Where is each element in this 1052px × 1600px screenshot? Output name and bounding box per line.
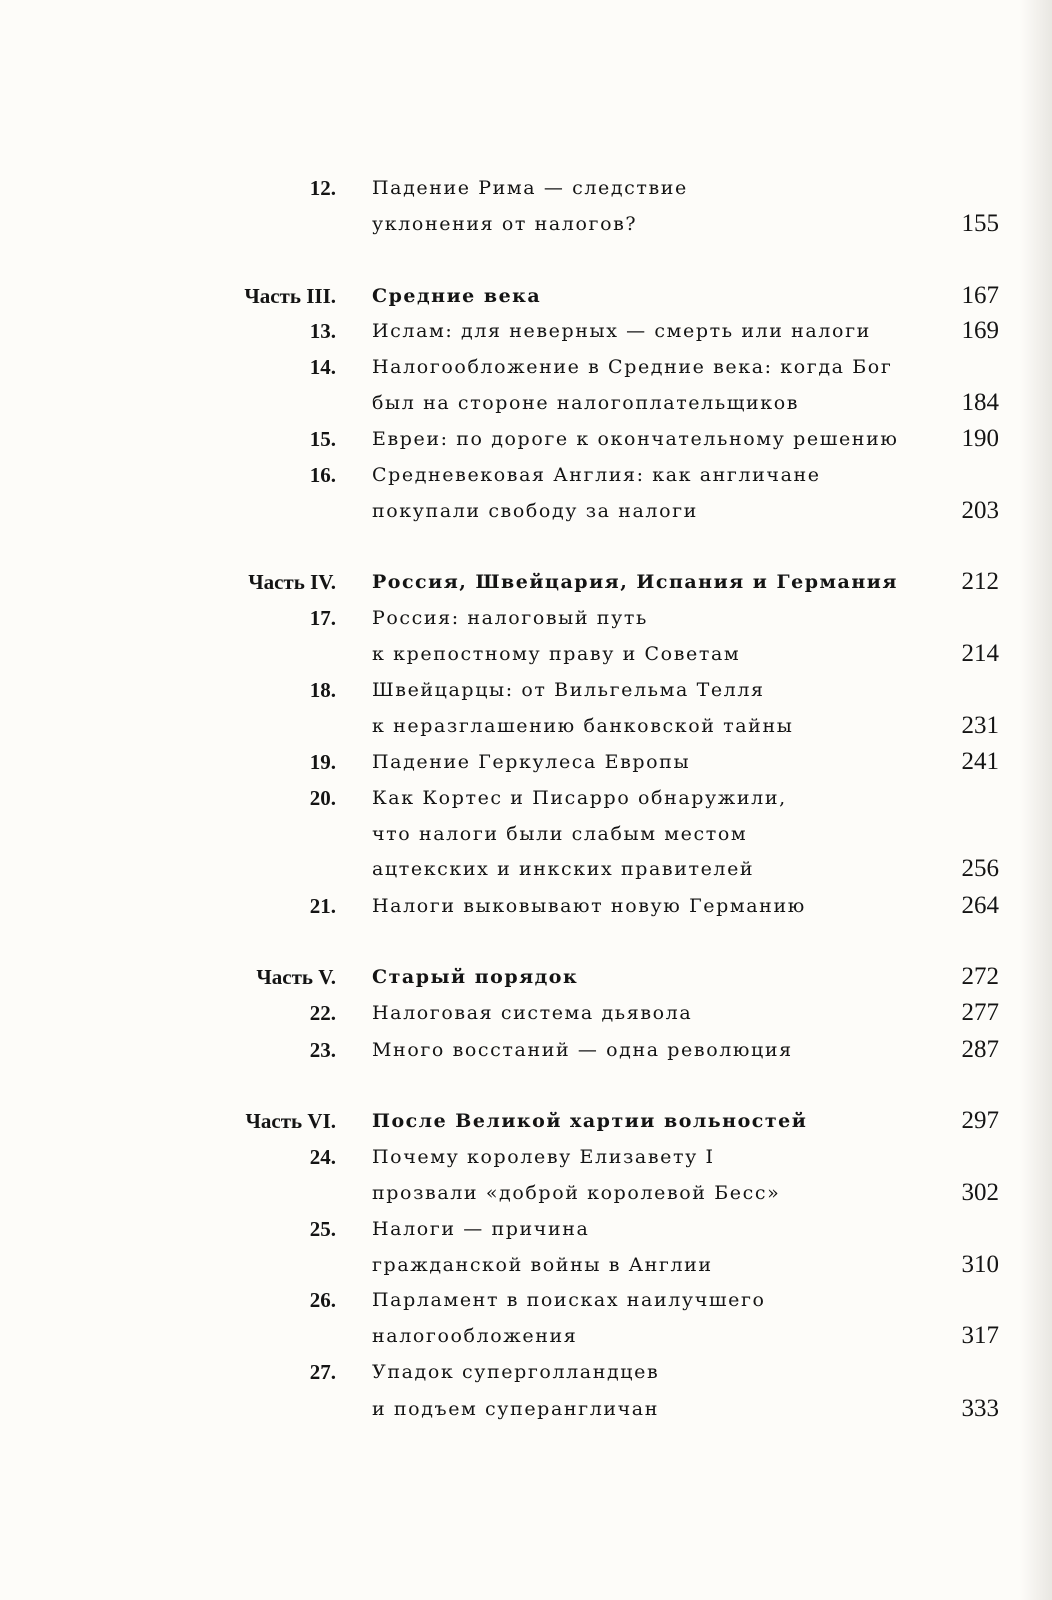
page-number: 167 (961, 282, 999, 309)
chapter-title: что налоги были слабым местом (372, 823, 748, 845)
chapter-title: Швейцарцы: от Вильгельма Телля (372, 679, 765, 701)
page-number: 212 (961, 568, 999, 595)
page-number: 214 (961, 640, 999, 667)
chapter-title: ацтекских и инкских правителей (372, 858, 755, 880)
chapter-title: к неразглашению банковской тайны (372, 715, 794, 737)
chapter-title: Налоговая система дьявола (372, 1002, 693, 1024)
page-number: 317 (961, 1322, 999, 1349)
chapter-title: Ислам: для неверных — смерть или налоги (372, 320, 871, 342)
chapter-title: Падение Геркулеса Европы (372, 751, 691, 773)
toc-chapter-row (0, 778, 1052, 818)
chapter-number: 26. (309, 1288, 336, 1312)
toc-chapter-row (0, 491, 1052, 531)
toc-part-row (0, 957, 1052, 997)
chapter-number: 24. (309, 1145, 336, 1169)
chapter-title: Много восстаний — одна революция (372, 1039, 793, 1061)
page-number: 310 (961, 1251, 999, 1278)
chapter-title: к крепостному праву и Советам (372, 643, 741, 665)
chapter-number: 27. (309, 1360, 336, 1384)
toc-chapter-row (0, 455, 1052, 495)
chapter-number: 20. (309, 786, 336, 810)
chapter-title: Падение Рима — следствие (372, 177, 688, 199)
chapter-number: 25. (309, 1217, 336, 1241)
page-number: 184 (961, 389, 999, 416)
page-number: 297 (961, 1107, 999, 1134)
toc-chapter-row (0, 1030, 1052, 1070)
chapter-number: 15. (309, 427, 336, 451)
chapter-title: и подъем суперангличан (372, 1398, 659, 1420)
page-number: 241 (961, 748, 999, 775)
page-number: 287 (961, 1036, 999, 1063)
part-label: Часть IV. (248, 570, 336, 594)
part-label: Часть V. (256, 965, 336, 989)
page-number: 203 (961, 497, 999, 524)
toc-chapter-row (0, 311, 1052, 351)
toc-chapter-row (0, 204, 1052, 244)
toc-chapter-row (0, 347, 1052, 387)
chapter-number: 23. (309, 1038, 336, 1062)
chapter-title: Налоги выковывают новую Германию (372, 895, 806, 917)
chapter-title: покупали свободу за налоги (372, 500, 698, 522)
part-label: Часть VI. (245, 1109, 336, 1133)
chapter-title: прозвали «доброй королевой Бесс» (372, 1182, 781, 1204)
chapter-title: Россия: налоговый путь (372, 607, 648, 629)
part-label: Часть III. (244, 284, 336, 308)
chapter-title: Налогообложение в Средние века: когда Бог (372, 356, 893, 378)
toc-chapter-row (0, 383, 1052, 423)
chapter-number: 13. (309, 319, 336, 343)
chapter-title: Как Кортес и Писарро обнаружили, (372, 787, 787, 809)
toc-part-row (0, 1101, 1052, 1141)
toc-chapter-row (0, 419, 1052, 459)
toc-chapter-row (0, 814, 1052, 854)
toc-chapter-row (0, 993, 1052, 1033)
part-title: Россия, Швейцария, Испания и Германия (372, 571, 898, 593)
chapter-number: 21. (309, 894, 336, 918)
page-number: 302 (961, 1179, 999, 1206)
toc-chapter-row (0, 634, 1052, 674)
chapter-title: Налоги — причина (372, 1218, 590, 1240)
toc-chapter-row (0, 168, 1052, 208)
toc-chapter-row (0, 1280, 1052, 1320)
toc-chapter-row (0, 598, 1052, 638)
toc-chapter-row (0, 742, 1052, 782)
chapter-number: 14. (309, 355, 336, 379)
chapter-title: Почему королеву Елизавету I (372, 1146, 715, 1168)
chapter-number: 12. (309, 176, 336, 200)
page-number: 190 (961, 425, 999, 452)
chapter-number: 18. (309, 678, 336, 702)
chapter-title: Парламент в поисках наилучшего (372, 1289, 766, 1311)
chapter-title: Евреи: по дороге к окончательному решению (372, 428, 899, 450)
chapter-title: налогообложения (372, 1325, 578, 1347)
toc-chapter-row (0, 706, 1052, 746)
part-title: Старый порядок (372, 966, 579, 988)
part-title: Средние века (372, 285, 542, 307)
chapter-title: уклонения от налогов? (372, 213, 638, 235)
page-number: 155 (961, 210, 999, 237)
toc-chapter-row (0, 1352, 1052, 1392)
toc-chapter-row (0, 1173, 1052, 1213)
page-number: 264 (961, 892, 999, 919)
toc-part-row (0, 562, 1052, 602)
chapter-number: 16. (309, 463, 336, 487)
chapter-title: Упадок суперголландцев (372, 1361, 660, 1383)
chapter-number: 22. (309, 1001, 336, 1025)
page-number: 333 (961, 1395, 999, 1422)
part-title: После Великой хартии вольностей (372, 1110, 808, 1132)
toc-chapter-row (0, 1245, 1052, 1285)
chapter-number: 19. (309, 750, 336, 774)
toc-chapter-row (0, 1137, 1052, 1177)
toc-chapter-row (0, 886, 1052, 926)
chapter-title: Средневековая Англия: как англичане (372, 464, 821, 486)
page-number: 272 (961, 963, 999, 990)
chapter-title: гражданской войны в Англии (372, 1254, 713, 1276)
toc-chapter-row (0, 1389, 1052, 1429)
toc-part-row (0, 276, 1052, 316)
toc-chapter-row (0, 1316, 1052, 1356)
page-number: 231 (961, 712, 999, 739)
chapter-number: 17. (309, 606, 336, 630)
toc-chapter-row (0, 670, 1052, 710)
chapter-title: был на стороне налогоплательщиков (372, 392, 800, 414)
page-number: 256 (961, 855, 999, 882)
page-number: 169 (961, 317, 999, 344)
page-number: 277 (961, 999, 999, 1026)
toc-chapter-row (0, 1209, 1052, 1249)
toc-chapter-row (0, 849, 1052, 889)
